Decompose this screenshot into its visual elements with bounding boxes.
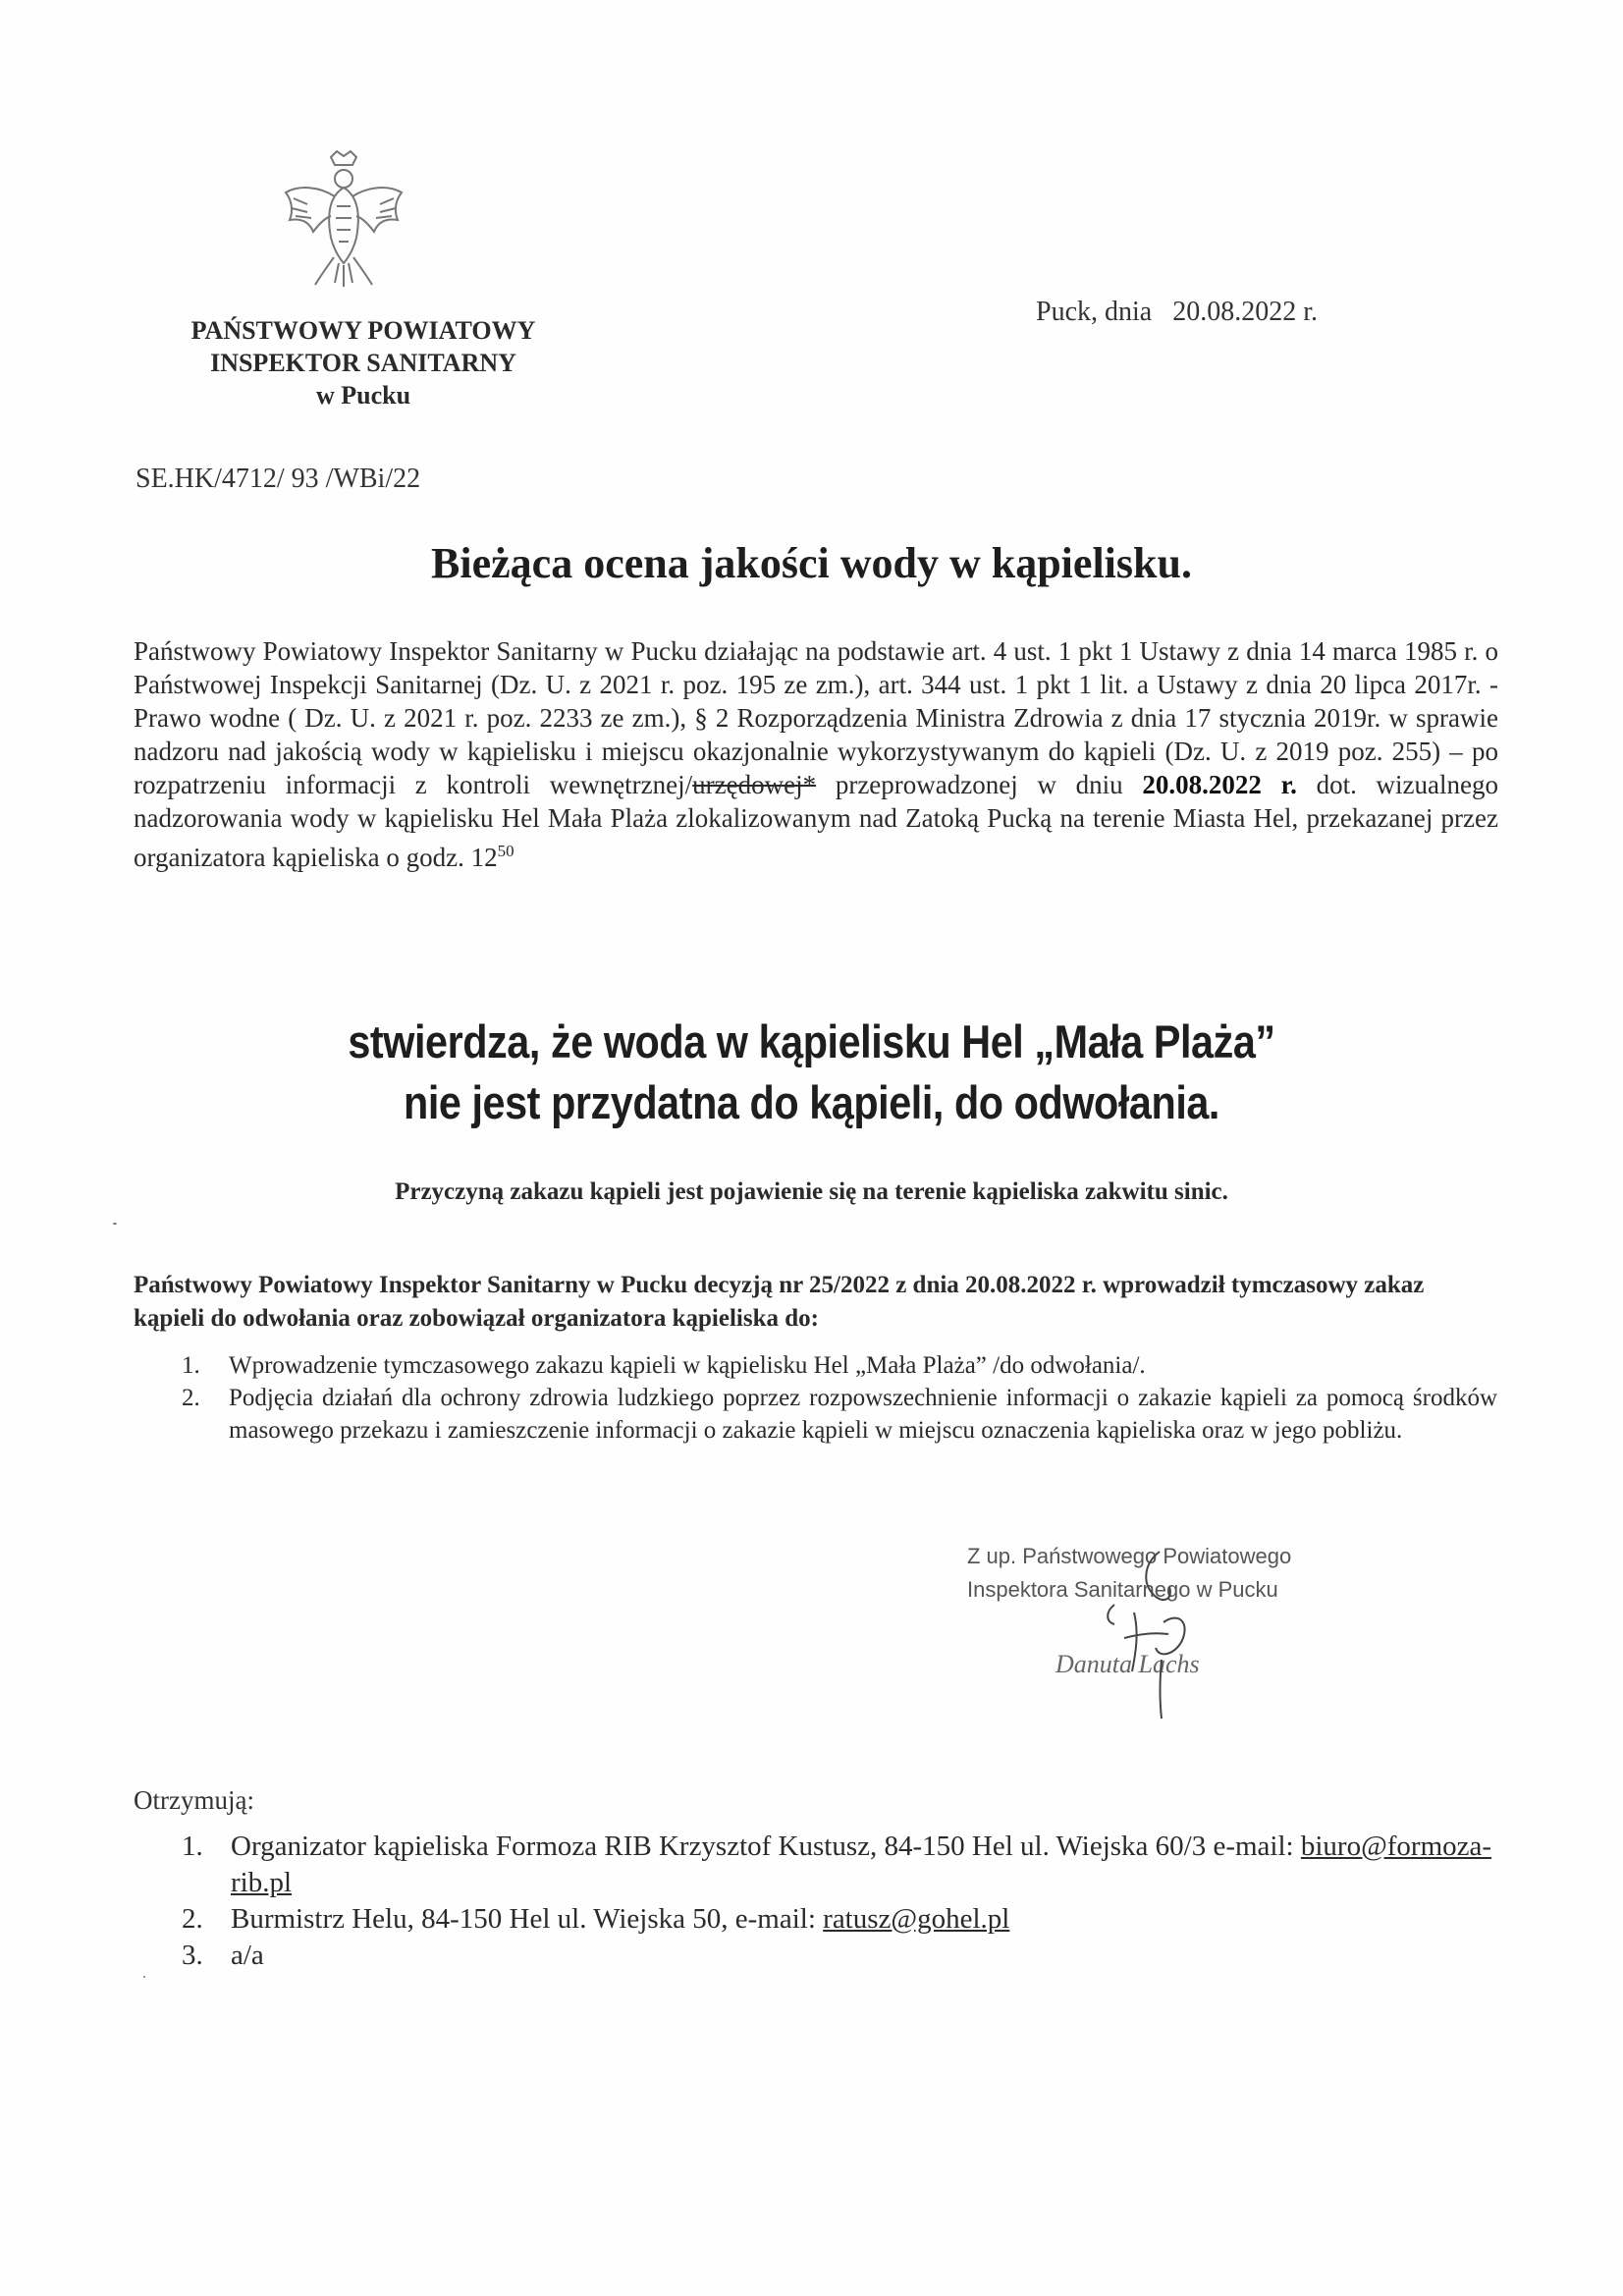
document-date: Puck, dnia 20.08.2022 r. — [1036, 297, 1318, 327]
main-statement — [0, 1011, 1623, 1133]
body-text-part1: Państwowy Powiatowy Inspektor Sanitarny w Pucku działając na podstawie art. 4 ust. 1 pkt 1 Ustawy z dnia 14 marca 1985 r. o Państwowej Inspekcji Sanitarnej (Dz. U. z 2021 r. poz. 195 ze zm.), art. 344 ust. 1 pkt 1 lit. a Ustawy z dnia 20 lipca 2017r. - Prawo wodne ( Dz. U. z 2021 r. poz. 2233 ze zm.), § 2 Rozporządzenia Ministra Zdrowia z dnia 17 stycznia 2019r. w sprawie nadzoru nad jakością wody w kąpielisku i miejscu okazjonalnie wykorzystywanym do kąpieli (Dz. U. z 2019 poz. 255) – po rozpatrzeniu informacji z kontroli wewnętrznej/ — [134, 636, 1498, 799]
struck-text: urzędowej* — [692, 770, 817, 799]
list-item-text — [231, 1901, 1497, 1938]
recipients-label: Otrzymują: — [134, 1785, 254, 1815]
signatory-name: Danuta Lachs — [1055, 1650, 1200, 1678]
statement-line1: stwierdza, że woda w kąpielisku Hel „Mała Plaża” — [348, 1015, 1275, 1067]
signature-stamp — [967, 1544, 1340, 1730]
legal-basis-paragraph — [134, 634, 1498, 874]
signature-stamp-line1: Z up. Państwowego Powiatowego — [967, 1544, 1292, 1568]
list-item-number: 1. — [182, 1352, 200, 1379]
inspection-date: 20.08.2022 r. — [1142, 770, 1297, 799]
signature-stamp-line2: Inspektora Sanitarnego w Pucku — [967, 1577, 1278, 1602]
list-item-text: a/a — [231, 1940, 264, 1971]
list-item-number: 2. — [182, 1385, 200, 1411]
list-item-text — [231, 1829, 1497, 1901]
statement-line2: nie jest przydatna do kąpieli, do odwołania. — [404, 1076, 1219, 1128]
document-title: Bieżąca ocena jakości wody w kąpielisku. — [431, 539, 1192, 587]
body-text-part2: przeprowadzonej w dniu — [816, 770, 1143, 799]
list-item — [182, 1349, 1497, 1382]
decision-paragraph: Państwowy Powiatowy Inspektor Sanitarny w Pucku decyzją nr 25/2022 z dnia 20.08.2022 r. wprowadził tymczasowy zakaz kąpieli do odwołania oraz zobowiązał organizatora kąpieliska do: — [134, 1272, 1425, 1332]
list-item-number: 1. — [182, 1831, 203, 1862]
reference-number: SE.HK/4712/ 93 /WBi/22 — [135, 464, 421, 494]
ban-reason: Przyczyną zakazu kąpieli jest pojawienie się na terenie kąpieliska zakwitu sinic. — [395, 1178, 1228, 1205]
list-item-text: Podjęcia działań dla ochrony zdrowia ludzkiego poprzez rozpowszechnienie informacji o zakazie kąpieli za pomocą środków masowego przekazu i zamieszczenie informacji o zakazie kąpieli w miejscu oznaczenia kąpieliska oraz w jego pobliżu. — [229, 1385, 1497, 1444]
list-item-number: 2. — [182, 1903, 203, 1935]
email-link[interactable]: biuro@formoza-rib.pl — [231, 1831, 1492, 1898]
list-item-number: 3. — [182, 1940, 203, 1971]
office-header — [147, 314, 579, 411]
email-link[interactable]: ratusz@gohel.pl — [823, 1903, 1010, 1935]
polish-eagle-emblem-icon — [280, 147, 407, 295]
list-item — [182, 1901, 1497, 1938]
recipients-list — [182, 1829, 1497, 1974]
obligations-list — [182, 1349, 1497, 1447]
office-name-line1: PAŃSTWOWY POWIATOWY — [190, 316, 536, 345]
recipient-text: Organizator kąpieliska Formoza RIB Krzysztof Kustusz, 84-150 Hel ul. Wiejska 60/3 e-mail: — [231, 1831, 1301, 1862]
list-item-text: Wprowadzenie tymczasowego zakazu kąpieli w kąpielisku Hel „Mała Plaża” /do odwołania/. — [229, 1352, 1146, 1379]
list-item — [182, 1382, 1497, 1447]
scan-speck — [113, 1223, 117, 1225]
list-item — [182, 1938, 1497, 1974]
office-name-line3: w Pucku — [315, 381, 411, 410]
handwritten-signature-icon — [967, 1544, 1340, 1730]
body-text-part3: dot. wizualnego nadzorowania wody w kąpielisku Hel Mała Plaża zlokalizowanym nad Zatoką Pucką na terenie Miasta Hel, przekazanej przez organizatora kąpieliska o godz. 12 — [134, 770, 1498, 872]
office-name-line2: INSPEKTOR SANITARNY — [210, 349, 516, 377]
scan-speck — [143, 1976, 145, 1978]
time-minutes: 50 — [497, 842, 514, 860]
list-item — [182, 1829, 1497, 1901]
recipient-text: Burmistrz Helu, 84-150 Hel ul. Wiejska 50, e-mail: — [231, 1903, 824, 1935]
